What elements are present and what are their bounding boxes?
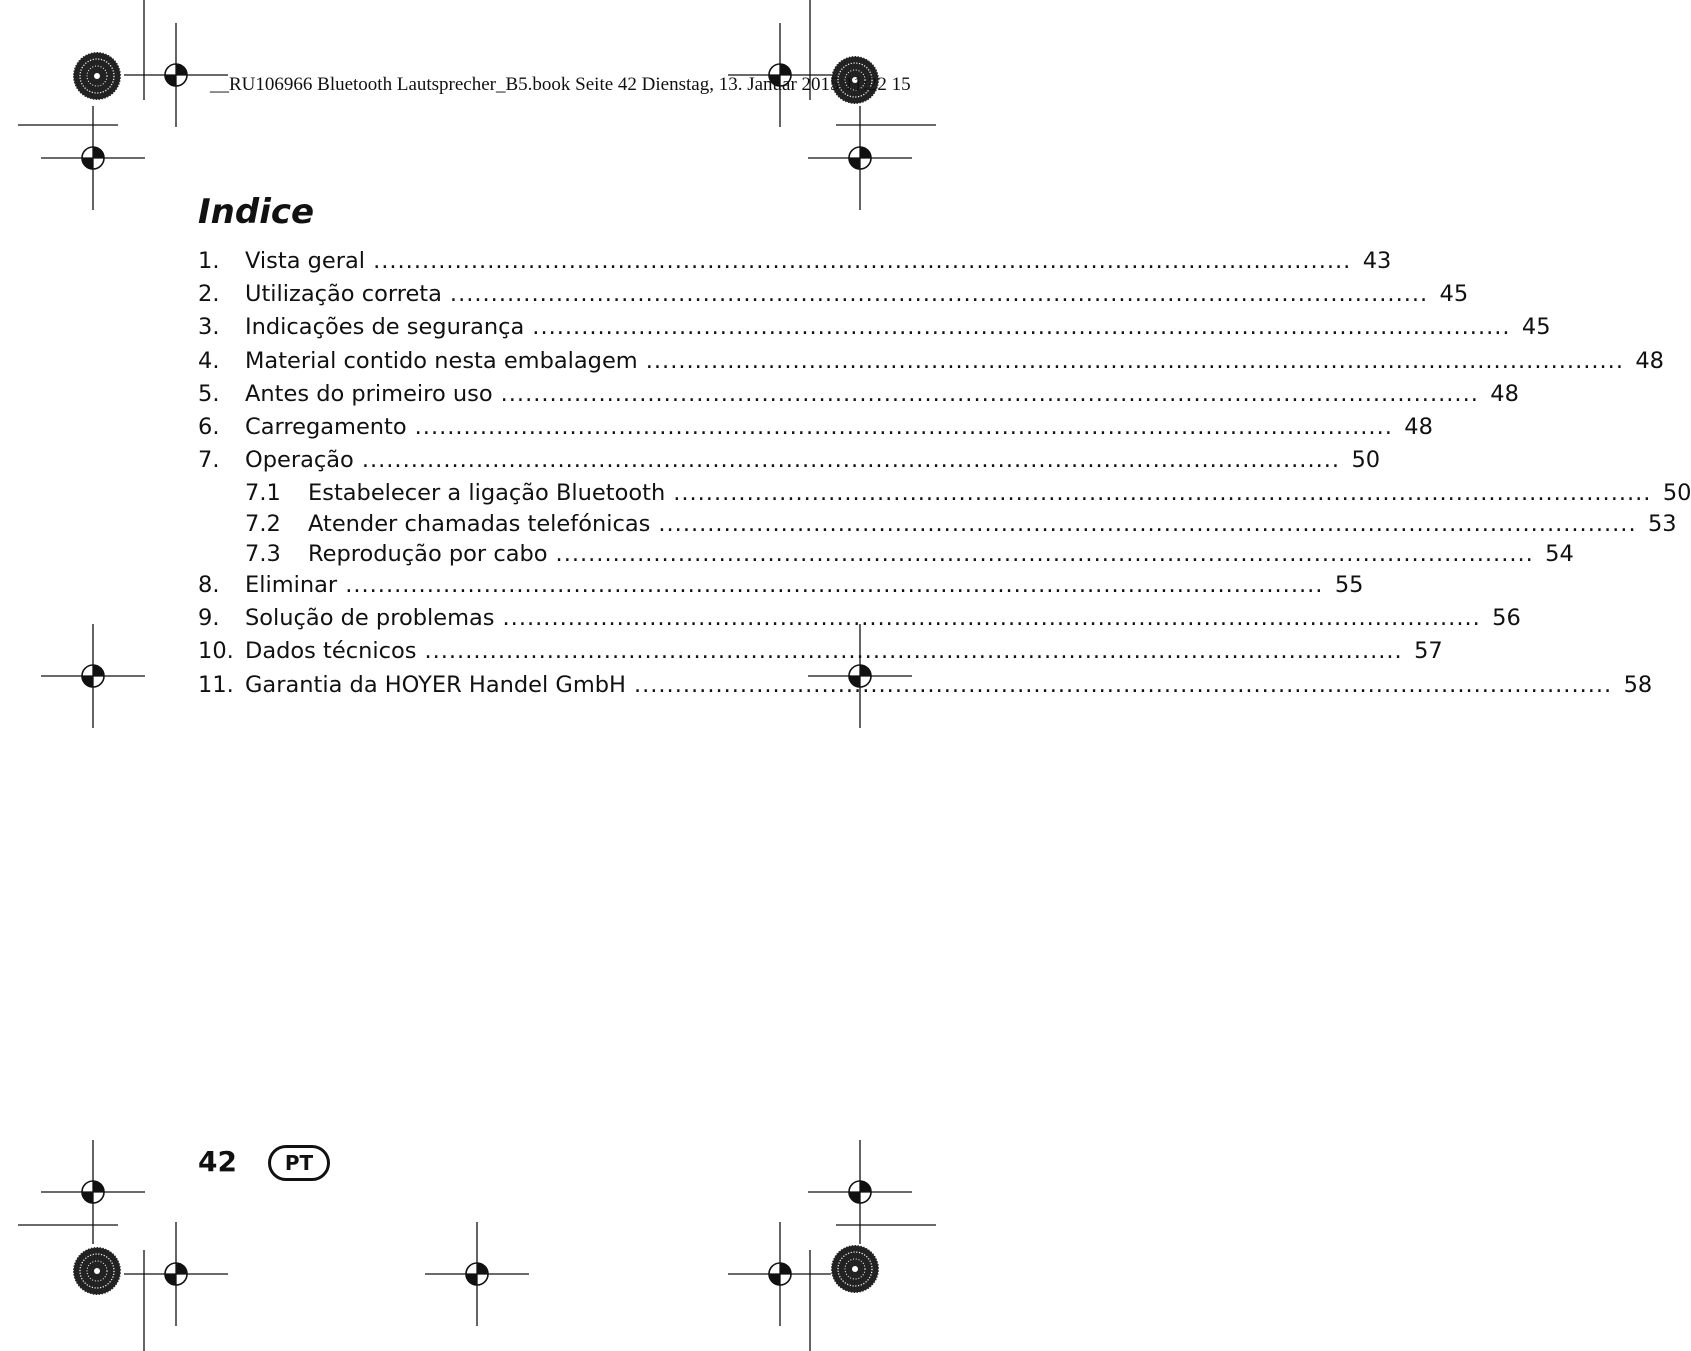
toc-entry-label: Solução de problemas (245, 605, 495, 631)
toc-entry-label: Operação (245, 447, 354, 473)
print-slug-line: __RU106966 Bluetooth Lautsprecher_B5.book Seite 42 Dienstag, 13. Januar 2015 11:22 15 (210, 74, 911, 95)
toc-dot-leader: ........................................................................................................................ (500, 381, 1479, 407)
toc-entry-page: 48 (1404, 414, 1433, 440)
toc-entry-page: 48 (1635, 348, 1664, 374)
toc-entry-number: 1. (198, 248, 220, 274)
toc-dot-leader: ........................................................................................................................ (373, 248, 1352, 274)
toc-entry-page: 53 (1647, 511, 1677, 537)
toc-entry-label: Utilização correta (245, 281, 442, 307)
toc-entry (198, 511, 1677, 541)
toc-entry-page: 56 (1492, 605, 1521, 631)
toc-entry-label: Antes do primeiro uso (245, 381, 493, 407)
toc-dot-leader: ........................................................................................................................ (645, 348, 1624, 374)
toc-entry-number: 3. (198, 314, 220, 340)
toc-entry (198, 447, 1381, 477)
toc-entry (198, 314, 1551, 344)
toc-entry (198, 281, 1469, 311)
toc-entry-label: Atender chamadas telefónicas (308, 511, 651, 537)
toc-entry (198, 572, 1364, 602)
toc-entry-page: 45 (1521, 314, 1551, 340)
toc-entry-label: Estabelecer a ligação Bluetooth (308, 480, 666, 506)
toc-entry-page: 45 (1439, 281, 1469, 307)
toc-entry-label: Vista geral (245, 248, 366, 274)
toc-entry-page: 43 (1362, 248, 1392, 274)
toc-entry-label: Carregamento (245, 414, 407, 440)
toc-entry-page: 57 (1414, 638, 1443, 664)
toc-entry-number: 10. (198, 638, 234, 664)
toc-dot-leader: ........................................................................................................................ (555, 541, 1534, 567)
toc-entry-number: 2. (198, 281, 220, 307)
toc-dot-leader: ........................................................................................................................ (424, 638, 1403, 664)
toc-entry-number: 7. (198, 447, 220, 473)
toc-entry-number: 8. (198, 572, 220, 598)
toc-entry-page: 55 (1334, 572, 1364, 598)
toc-entry-number: 6. (198, 414, 220, 440)
toc-entry-label: Indicações de segurança (245, 314, 525, 340)
toc-entry-label: Material contido nesta embalagem (245, 348, 638, 374)
toc-entry (198, 605, 1521, 635)
toc-entry (198, 248, 1392, 278)
toc-dot-leader: ........................................................................................................................ (361, 447, 1341, 473)
toc-entry-number: 5. (198, 381, 220, 407)
toc-entry-number: 7.2 (245, 511, 281, 537)
toc-entry-label: Garantia da HOYER Handel GmbH (245, 672, 626, 698)
toc-entry-page: 54 (1545, 541, 1574, 567)
toc-dot-leader: ........................................................................................................................ (532, 314, 1511, 340)
toc-dot-leader: ........................................................................................................................ (673, 480, 1652, 506)
toc-entry-number: 4. (198, 348, 220, 374)
toc-dot-leader: ........................................................................................................................ (414, 414, 1393, 440)
toc-entry-page: 50 (1662, 480, 1691, 506)
toc-entry-page: 58 (1623, 672, 1653, 698)
toc-entry (198, 480, 1691, 510)
toc-entry-label: Dados técnicos (245, 638, 417, 664)
toc-entry (198, 414, 1433, 444)
toc-dot-leader: ........................................................................................................................ (658, 511, 1637, 537)
toc-entry (198, 348, 1664, 378)
language-badge: PT (268, 1145, 330, 1181)
toc-entry-number: 11. (198, 672, 234, 698)
toc-entry (198, 381, 1519, 411)
toc-entry (198, 638, 1443, 668)
page-number: 42 (198, 1145, 237, 1178)
toc-entry-number: 7.1 (245, 480, 281, 506)
toc-entry-number: 9. (198, 605, 220, 631)
toc-entry-number: 7.3 (245, 541, 281, 567)
toc-dot-leader: ........................................................................................................................ (345, 572, 1324, 598)
toc-dot-leader: ........................................................................................................................ (633, 672, 1613, 698)
toc-entry (198, 541, 1574, 571)
page-title: Indice (198, 192, 315, 232)
toc-entry-page: 48 (1490, 381, 1519, 407)
toc-entry-page: 50 (1351, 447, 1381, 473)
toc-dot-leader: ........................................................................................................................ (502, 605, 1481, 631)
toc-entry (198, 672, 1653, 702)
toc-dot-leader: ........................................................................................................................ (449, 281, 1429, 307)
toc-entry-label: Eliminar (245, 572, 338, 598)
toc-entry-label: Reprodução por cabo (308, 541, 548, 567)
